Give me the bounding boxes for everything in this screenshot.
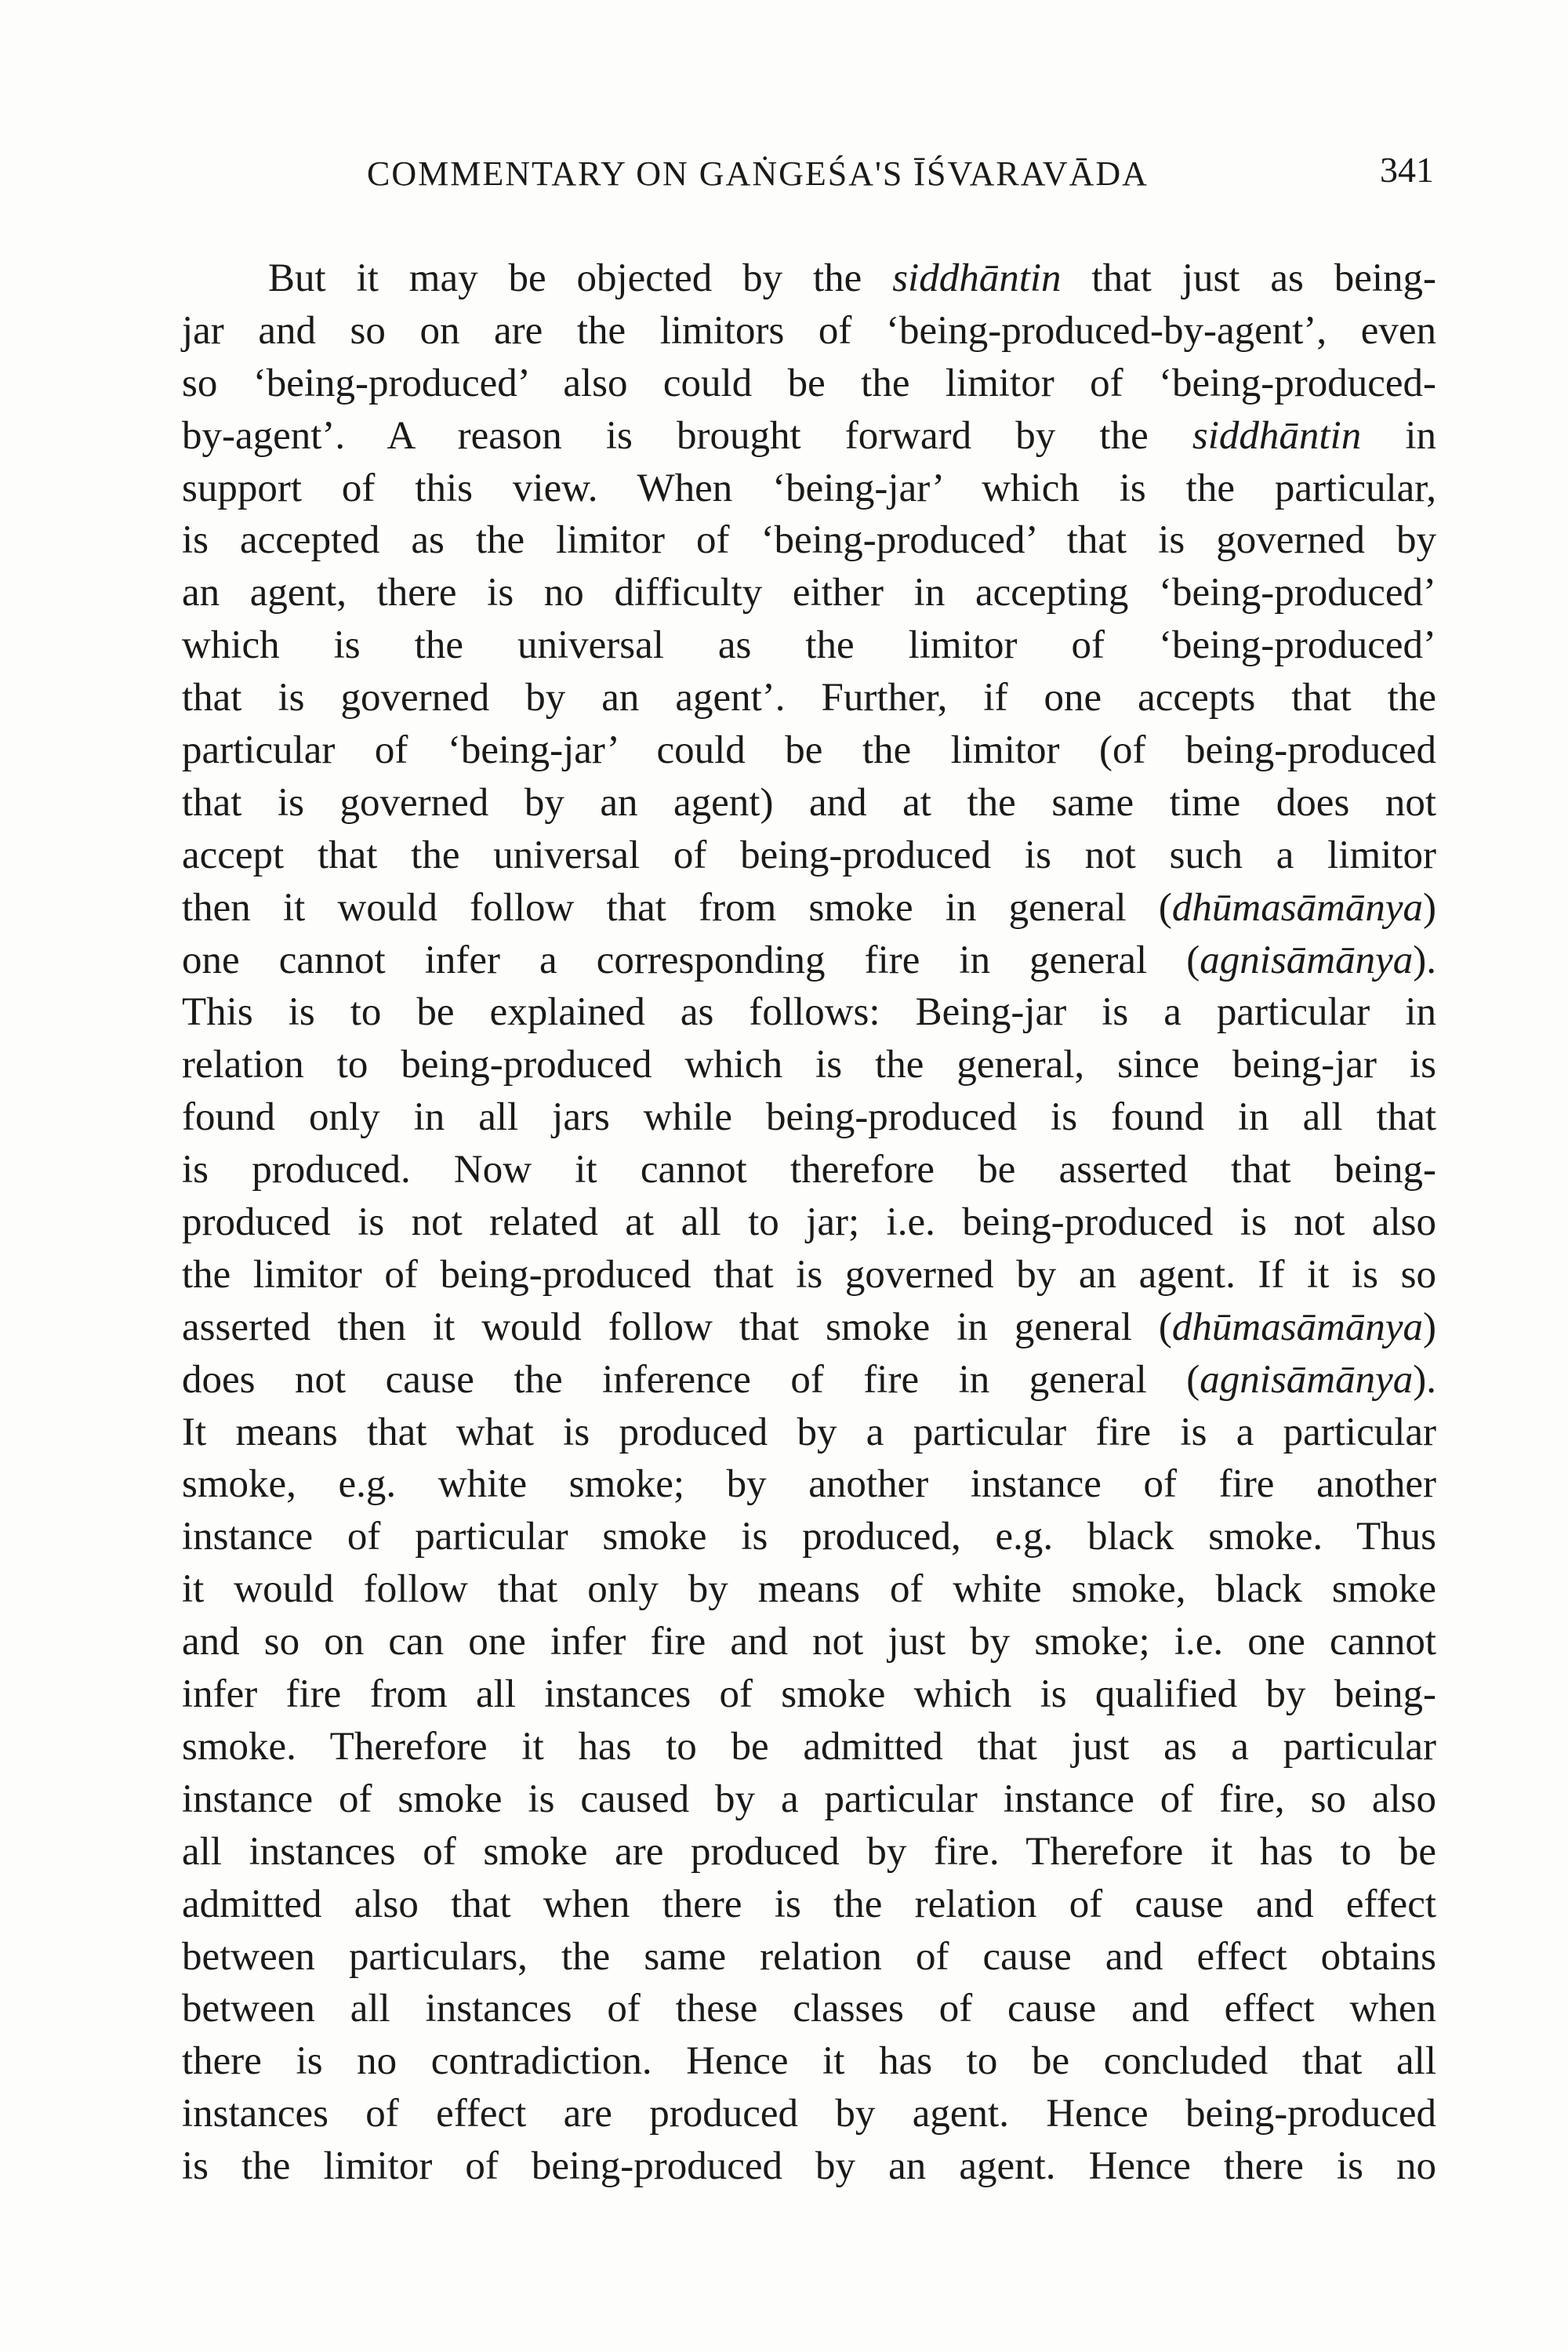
text-line: instance of particular smoke is produced, e.g. black smoke. Thus xyxy=(182,1515,1436,1559)
text-line: infer fire from all instances of smoke which is qualified by being- xyxy=(182,1672,1436,1717)
page-number: 341 xyxy=(1380,150,1434,190)
text-line: that is governed by an agent) and at the same time does not xyxy=(182,780,1436,825)
text-line: is the limitor of being-produced by an agent. Hence there is no xyxy=(182,2144,1436,2189)
text-line: instance of smoke is caused by a particular instance of fire, so also xyxy=(182,1777,1436,1821)
text-line: support of this view. When ‘being-jar’ which is the particular, xyxy=(182,466,1436,510)
text-line: smoke, e.g. white smoke; by another instance of fire another xyxy=(182,1462,1436,1507)
text-line: that is governed by an agent’. Further, if one accepts that the xyxy=(182,676,1436,720)
text-line: one cannot infer a corresponding fire in general (agnisāmānya). xyxy=(182,938,1436,982)
text-line: relation to being-produced which is the general, since being-jar is xyxy=(182,1043,1436,1087)
text-line: is accepted as the limitor of ‘being-produced’ that is governed by xyxy=(182,518,1436,563)
text-line: between particulars, the same relation of cause and effect obtains xyxy=(182,1934,1436,1979)
body-paragraph xyxy=(182,252,1436,2193)
text-line: admitted also that when there is the relation of cause and effect xyxy=(182,1882,1436,1926)
text-line: does not cause the inference of fire in general (agnisāmānya). xyxy=(182,1357,1436,1402)
text-line: This is to be explained as follows: Being-jar is a particular in xyxy=(182,990,1436,1035)
text-line: an agent, there is no difficulty either in accepting ‘being-produced’ xyxy=(182,571,1436,615)
text-line: But it may be objected by the siddhāntin that just as being- xyxy=(268,256,1436,300)
text-line: It means that what is produced by a particular fire is a particular xyxy=(182,1410,1436,1454)
text-line: it would follow that only by means of white smoke, black smoke xyxy=(182,1567,1436,1612)
text-line: accept that the universal of being-produced is not such a limitor xyxy=(182,833,1436,877)
text-line: and so on can one infer fire and not just by smoke; i.e. one cannot xyxy=(182,1620,1436,1664)
running-head-title: COMMENTARY ON GAṄGEŚA'S ĪŚVARAVĀDA xyxy=(367,154,1149,193)
text-line: all instances of smoke are produced by fire. Therefore it has to be xyxy=(182,1829,1436,1874)
text-line: instances of effect are produced by agent. Hence being-produced xyxy=(182,2092,1436,2136)
text-line: which is the universal as the limitor of ‘being-produced’ xyxy=(182,623,1436,668)
text-line: is produced. Now it cannot therefore be asserted that being- xyxy=(182,1148,1436,1192)
text-line: there is no contradiction. Hence it has to be concluded that all xyxy=(182,2039,1436,2084)
text-line: particular of ‘being-jar’ could be the limitor (of being-produced xyxy=(182,728,1436,773)
text-line: asserted then it would follow that smoke in general (dhūmasāmānya) xyxy=(182,1305,1436,1349)
text-line: jar and so on are the limitors of ‘being-produced-by-agent’, even xyxy=(182,308,1436,353)
text-line: between all instances of these classes of cause and effect when xyxy=(182,1987,1436,2031)
text-line: by-agent’. A reason is brought forward by the siddhāntin in xyxy=(182,413,1436,458)
text-line: then it would follow that from smoke in general (dhūmasāmānya) xyxy=(182,885,1436,930)
text-line: so ‘being-produced’ also could be the limitor of ‘being-produced- xyxy=(182,361,1436,405)
text-line: found only in all jars while being-produced is found in all that xyxy=(182,1095,1436,1140)
text-line: the limitor of being-produced that is governed by an agent. If it is so xyxy=(182,1252,1436,1297)
text-line: produced is not related at all to jar; i.e. being-produced is not also xyxy=(182,1200,1436,1245)
text-line: smoke. Therefore it has to be admitted that just as a particular xyxy=(182,1724,1436,1769)
